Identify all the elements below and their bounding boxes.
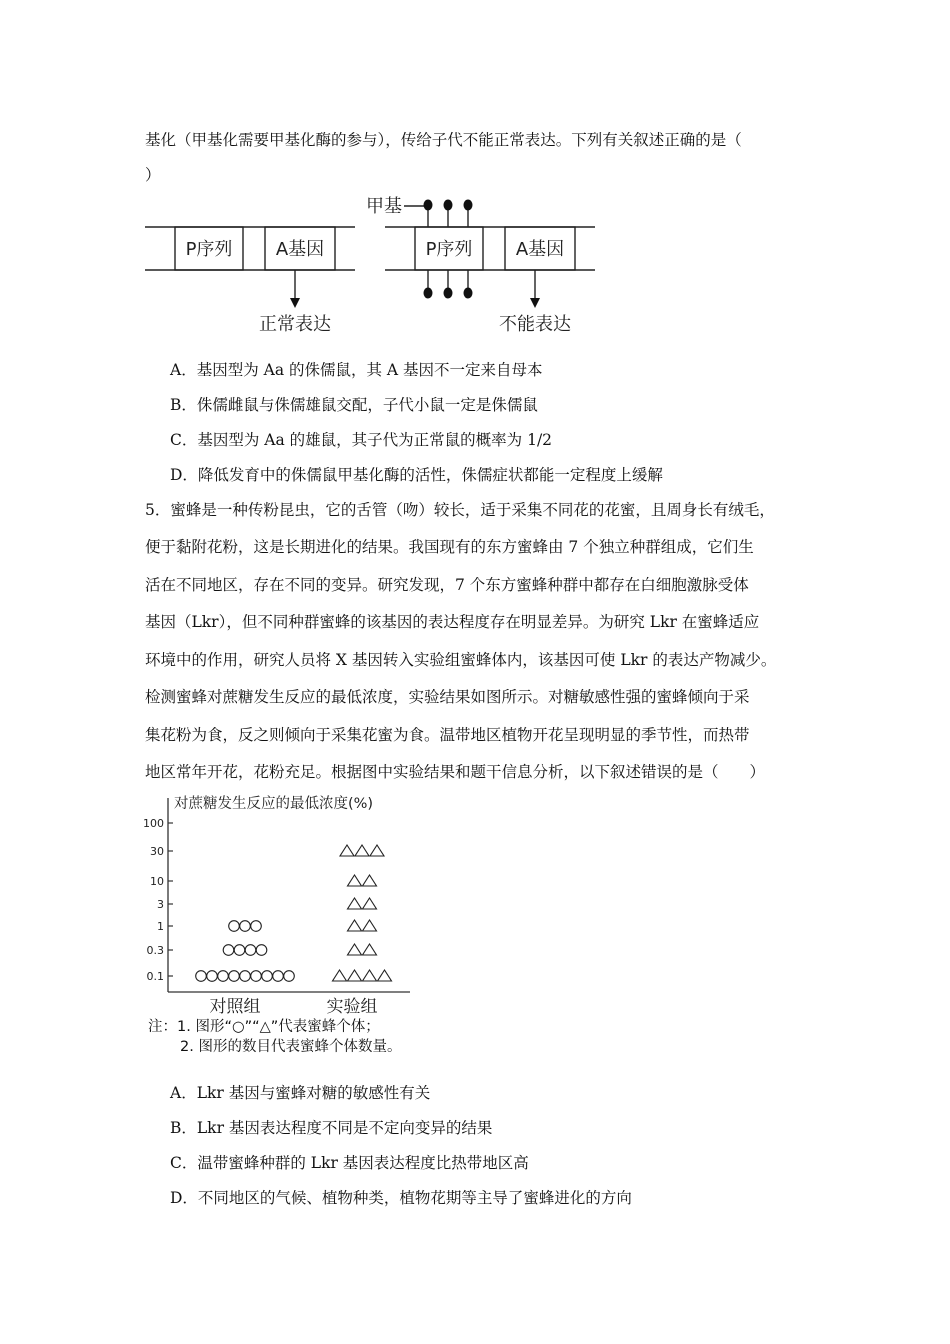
control-bee-point — [223, 945, 234, 956]
x-category-label-1: 实验组 — [326, 997, 378, 1017]
experiment-bee-point — [363, 920, 377, 931]
q4-stem-line-2: ） — [145, 166, 161, 184]
q5-option-d: D．不同地区的气候、植物种类，植物花期等主导了蜜蜂进化的方向 — [170, 1189, 632, 1207]
experiment-bee-point — [363, 875, 377, 886]
q5-stem-line-2: 便于黏附花粉，这是长期进化的结果。我国现有的东方蜜蜂由 7 个独立种群组成，它们生 — [145, 538, 754, 556]
right-result-label: 不能表达 — [499, 314, 571, 335]
q4-option-a: A．基因型为 Aa 的侏儒鼠，其 A 基因不一定来自母本 — [170, 361, 543, 379]
x-category-label-0: 对照组 — [209, 997, 261, 1017]
q5-stem-line-6: 检测蜜蜂对蔗糖发生反应的最低浓度，实验结果如图所示。对糖敏感性强的蜜蜂倾向于采 — [145, 688, 750, 706]
control-bee-point — [251, 971, 262, 982]
experiment-bee-point — [348, 898, 362, 909]
y-tick-label-2: 10 — [150, 875, 164, 888]
right-a-gene: A基因 — [515, 239, 565, 260]
control-bee-point — [196, 971, 207, 982]
experiment-bee-point — [363, 944, 377, 955]
control-bee-point — [262, 971, 273, 982]
experiment-bee-point — [355, 845, 369, 856]
control-bee-point — [218, 971, 229, 982]
experiment-bee-point — [363, 970, 377, 981]
experiment-bee-point — [370, 845, 384, 856]
experiment-bee-point — [363, 898, 377, 909]
y-tick-label-0: 100 — [143, 817, 164, 830]
y-tick-label-3: 3 — [157, 898, 164, 911]
experiment-bee-point — [333, 970, 347, 981]
experiment-bee-point — [348, 970, 362, 981]
experiment-bee-point — [378, 970, 392, 981]
left-p-sequence: P序列 — [185, 239, 233, 260]
experiment-bee-point — [348, 920, 362, 931]
control-bee-point — [240, 971, 251, 982]
q5-option-c: C．温带蜜蜂种群的 Lkr 基因表达程度比热带地区高 — [170, 1154, 529, 1172]
q4-option-d: D．降低发育中的侏儒鼠甲基化酶的活性，侏儒症状都能一定程度上缓解 — [170, 466, 663, 484]
chart-note-1: 注：1. 图形“○”“△”代表蜜蜂个体； — [148, 1019, 380, 1035]
q5-stem-line-1: 5．蜜蜂是一种传粉昆虫，它的舌管（吻）较长，适于采集不同花的花蜜，且周身长有绒毛， — [145, 501, 775, 519]
q5-stem-line-4: 基因（Lkr），但不同种群蜜蜂的该基因的表达程度存在明显差异。为研究 Lkr 在蜜蜂适应 — [145, 613, 760, 631]
left-a-gene: A基因 — [275, 239, 325, 260]
sucrose-response-chart — [140, 790, 430, 1020]
control-bee-point — [245, 945, 256, 956]
y-tick-label-6: 0.1 — [146, 970, 164, 983]
control-bee-point — [207, 971, 218, 982]
y-tick-label-1: 30 — [150, 845, 164, 858]
control-bee-point — [273, 971, 284, 982]
experiment-bee-point — [348, 944, 362, 955]
left-result-label: 正常表达 — [259, 314, 331, 335]
control-bee-point — [284, 971, 295, 982]
control-bee-point — [240, 921, 251, 932]
y-tick-label-4: 1 — [157, 920, 164, 933]
experiment-bee-point — [348, 875, 362, 886]
methylation-diagram — [140, 190, 610, 335]
q5-stem-line-8: 地区常年开花，花粉充足。根据图中实验结果和题干信息分析，以下叙述错误的是（ ） — [145, 763, 766, 781]
q4-stem-line-1: 基化（甲基化需要甲基化酶的参与），传给子代不能正常表达。下列有关叙述正确的是（ — [145, 131, 742, 149]
control-bee-point — [256, 945, 267, 956]
q5-option-b: B．Lkr 基因表达程度不同是不定向变异的结果 — [170, 1119, 493, 1137]
q5-stem-line-3: 活在不同地区，存在不同的变异。研究发现，7 个东方蜜蜂种群中都存在白细胞激脉受体 — [145, 576, 749, 594]
q4-option-b: B．侏儒雌鼠与侏儒雄鼠交配，子代小鼠一定是侏儒鼠 — [170, 396, 538, 414]
control-bee-point — [229, 971, 240, 982]
right-p-sequence: P序列 — [425, 239, 473, 260]
y-tick-label-5: 0.3 — [146, 944, 164, 957]
q5-option-a: A．Lkr 基因与蜜蜂对糖的敏感性有关 — [170, 1084, 431, 1102]
q4-option-c: C．基因型为 Aa 的雄鼠，其子代为正常鼠的概率为 1/2 — [170, 431, 553, 449]
methyl-label: 甲基 — [366, 196, 402, 217]
chart-note-2: 2. 图形的数目代表蜜蜂个体数量。 — [180, 1039, 402, 1055]
q5-stem-line-7: 集花粉为食，反之则倾向于采集花蜜为食。温带地区植物开花呈现明显的季节性，而热带 — [145, 726, 750, 744]
control-bee-point — [229, 921, 240, 932]
control-bee-point — [251, 921, 262, 932]
chart-title: 对蔗糖发生反应的最低浓度(%) — [174, 796, 374, 812]
q5-stem-line-5: 环境中的作用，研究人员将 X 基因转入实验组蜜蜂体内，该基因可使 Lkr 的表达产物减少。 — [145, 651, 777, 669]
experiment-bee-point — [340, 845, 354, 856]
control-bee-point — [234, 945, 245, 956]
